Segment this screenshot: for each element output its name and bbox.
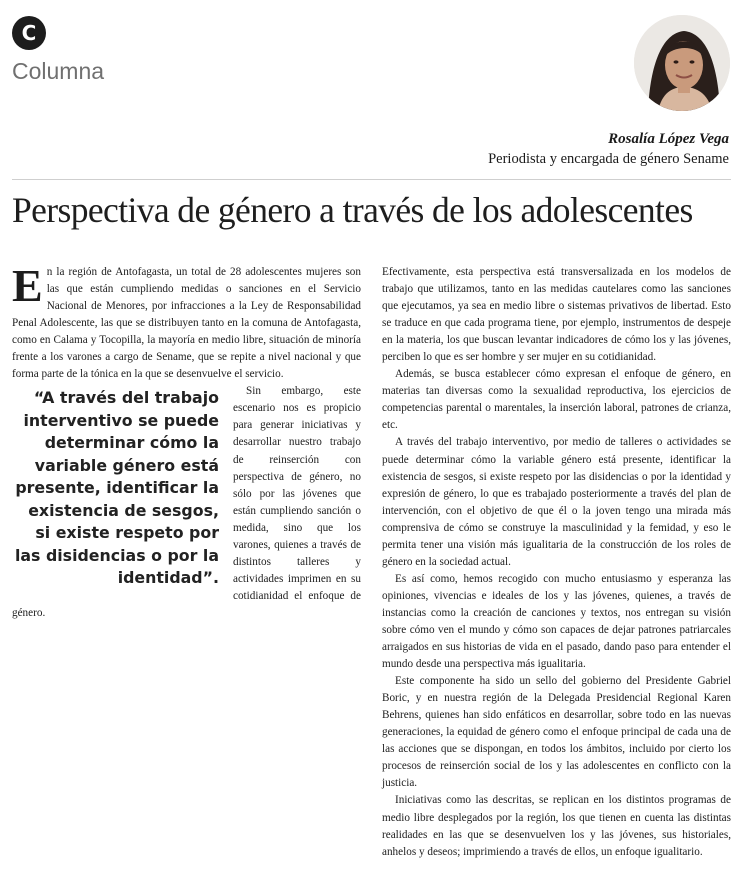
author-byline — [488, 131, 729, 168]
drop-cap: E — [12, 260, 43, 311]
article-column-right — [382, 264, 731, 861]
pull-quote: “A través del trabajo interventivo se puede determinar cómo la variable género está presente, identificar la existencia de sesgos, si existe respeto por las disidencias o por la identidad”. — [14, 388, 219, 588]
paragraph-1 — [12, 260, 361, 383]
author-role: Periodista y encargada de género Sename — [488, 151, 729, 167]
paragraph-2-text: Sin embargo, este escenario nos es propicio para generar iniciativas y desarrollar nuestro trabajo de reinserción con perspectiva de género, no sólo por las jóvenes que están cumpliendo sanción o medida, sino que los varones, quienes a través de distintos talleres y actividades imprimen en su cotidianidad el enfoque de género. — [12, 385, 361, 619]
paragraph-2 — [12, 383, 361, 622]
paragraph-4: Además, se busca establecer cómo expresan el enfoque de género, en materias tan diversas como la sexualidad reproductiva, los ejercicios de competencias parental o marentales, la inserción laboral, patrones de crianza, etc. — [382, 368, 731, 432]
paragraph-5: A través del trabajo interventivo, por medio de talleres o actividades se puede determinar cómo la variable género está presente, identificar la existencia de sesgos, si existe respeto por las disidencias o por la identidad y expresión de género, lo que es trabajado posteriormente a través del plan de intervención, con el objetivo de que él o la joven tengo una mirada más comprensiva de cómo se construye la masculinidad y la femidad, y eso le permita tener una visión más igualitaria de la construcción de los roles de género en la sociedad actual. — [382, 436, 731, 568]
paragraph-7: Este componente ha sido un sello del gobierno del Presidente Gabriel Boric, y en nuestra región de la Delegada Presidencial Regional Karen Behrens, quienes han sido enfáticos en desarrollar, sobre todo en las nuevas generaciones, la equidad de género como el enfoque principal de cada una de las acciones que se dispongan, en todos los ámbitos, incluido por cierto los procesos de reinserción social de los y las adolescentes en conflicto con la justicia. — [382, 675, 731, 790]
header-divider — [12, 179, 731, 180]
column-badge: C — [12, 16, 46, 50]
paragraph-8: Iniciativas como las descritas, se replican en los distintos programas de medio libre desplegados por la región, los que tienen en cuenta las distintas realidades en las que se desenvuelven los y las jóvenes, sus historiales, anhelos y deseos; imprimiendo a través de ellos, un enfoque igualitario. — [382, 794, 731, 858]
paragraph-3: Efectivamente, esta perspectiva está transversalizada en los modelos de trabajo que utilizamos, tanto en las medidas cautelares como las sanciones que ejecutamos, ya sea en medio libre o sistemas privativos de libertad. Esto se traduce en que cada programa tiene, por ejemplo, instrumentos de despeje en la materia, los que buscan levantar indicadores de cómo los y las jóvenes, perciben lo que es ser hombre y ser mujer en su cotidianidad. — [382, 266, 731, 364]
article-column-left — [12, 260, 361, 622]
paragraph-6: Es así como, hemos recogido con mucho entusiasmo y esperanza las opiniones, vivencias e ideales de los y las jóvenes, quienes, a través de instancias como la creación de canciones y textos, nos entregan su visión sobre cómo ven el mundo y cómo son capaces de dejar patrones patriarcales arraigados en sus historias de vida en el pasado, dando paso para entender el mundo desde una perspectiva más igualitaria. — [382, 572, 731, 671]
paragraph-1-text: n la región de Antofagasta, un total de 28 adolescentes mujeres son las que están cumpliendo medidas o sanciones en el Servicio Nacional de Menores, por infracciones a la Ley de Responsabilidad Penal Adolescente, las que se distribuyen tanto en la comuna de Antofagasta, como en Calama y Tocopilla, la mayoría en medio libre, situación de minoría frente a los varones a cargo de Sename, que se repite a nivel nacional y que forma parte de la tónica en la que se desenvuelve el servicio. — [12, 266, 361, 381]
author-photo — [634, 15, 730, 111]
author-name: Rosalía López Vega — [608, 131, 729, 147]
headline: Perspectiva de género a través de los adolescentes — [12, 190, 693, 230]
section-label: Columna — [12, 58, 105, 84]
